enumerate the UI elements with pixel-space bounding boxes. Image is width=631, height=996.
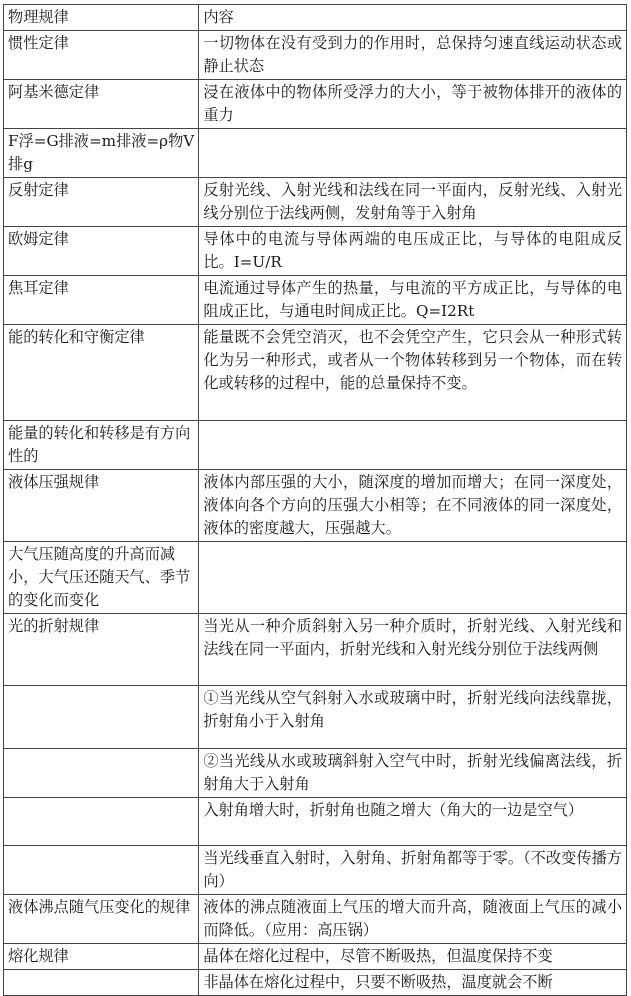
law-cell xyxy=(4,798,199,846)
law-cell xyxy=(4,970,199,996)
table-row xyxy=(4,970,627,996)
physics-laws-sheet xyxy=(3,4,627,996)
table-row xyxy=(4,325,627,421)
content-cell: 浸在液体中的物体所受浮力的大小，等于被物体排开的液体的重力 xyxy=(199,80,627,129)
content-cell: ②当光线从水或玻璃斜射入空气中时，折射光线偏离法线，折射角大于入射角 xyxy=(199,749,627,798)
content-cell: 非晶体在熔化过程中，只要不断吸热，温度就会不断 xyxy=(199,970,627,996)
table-row xyxy=(4,178,627,227)
table-row xyxy=(4,686,627,749)
table-row xyxy=(4,944,627,970)
content-cell: 当光线垂直入射时，入射角、折射角都等于零。（不改变传播方向） xyxy=(199,846,627,895)
content-cell: 液体的沸点随液面上气压的增大而升高，随液面上气压的减小而降低。（应用：高压锅） xyxy=(199,895,627,944)
content-cell: 晶体在熔化过程中，尽管不断吸热，但温度保持不变 xyxy=(199,944,627,970)
law-cell: 反射定律 xyxy=(4,178,199,227)
table-row xyxy=(4,542,627,614)
law-cell: 光的折射规律 xyxy=(4,614,199,686)
law-cell: 大气压随高度的升高而减小，大气压还随天气、季节的变化而变化 xyxy=(4,542,199,614)
law-cell: 欧姆定律 xyxy=(4,227,199,276)
header-law: 物理规律 xyxy=(4,5,199,31)
content-cell xyxy=(199,421,627,470)
law-cell: 熔化规律 xyxy=(4,944,199,970)
law-cell: 能的转化和守衡定律 xyxy=(4,325,199,421)
law-cell: F浮=G排液=m排液=ρ物V排g xyxy=(4,129,199,178)
content-cell: 导体中的电流与导体两端的电压成正比，与导体的电阻成反比。I=U/R xyxy=(199,227,627,276)
table-row xyxy=(4,227,627,276)
content-cell: 液体内部压强的大小，随深度的增加而增大；在同一深度处，液体向各个方向的压强大小相等；在不同液体的同一深度处，液体的密度越大，压强越大。 xyxy=(199,470,627,542)
table-row xyxy=(4,749,627,798)
table-row xyxy=(4,470,627,542)
law-cell: 惯性定律 xyxy=(4,31,199,80)
table-row xyxy=(4,129,627,178)
table-row xyxy=(4,31,627,80)
content-cell: 当光从一种介质斜射入另一种介质时，折射光线、入射光线和法线在同一平面内，折射光线和入射光线分别位于法线两侧 xyxy=(199,614,627,686)
content-cell xyxy=(199,542,627,614)
content-cell xyxy=(199,129,627,178)
table-row xyxy=(4,276,627,325)
content-cell: 一切物体在没有受到力的作用时，总保持匀速直线运动状态或静止状态 xyxy=(199,31,627,80)
content-cell: 入射角增大时，折射角也随之增大（角大的一边是空气） xyxy=(199,798,627,846)
law-cell: 焦耳定律 xyxy=(4,276,199,325)
law-cell xyxy=(4,686,199,749)
table-row xyxy=(4,846,627,895)
law-cell xyxy=(4,749,199,798)
content-cell: ①当光线从空气斜射入水或玻璃中时，折射光线向法线靠拢，折射角小于入射角 xyxy=(199,686,627,749)
physics-laws-table xyxy=(3,4,627,996)
law-cell: 能量的转化和转移是有方向性的 xyxy=(4,421,199,470)
law-cell: 液体压强规律 xyxy=(4,470,199,542)
law-cell: 液体沸点随气压变化的规律 xyxy=(4,895,199,944)
law-cell xyxy=(4,846,199,895)
law-cell: 阿基米德定律 xyxy=(4,80,199,129)
table-row xyxy=(4,895,627,944)
content-cell: 反射光线、入射光线和法线在同一平面内，反射光线、入射光线分别位于法线两侧，发射角等于入射角 xyxy=(199,178,627,227)
table-header-row xyxy=(4,5,627,31)
header-content: 内容 xyxy=(199,5,627,31)
table-row xyxy=(4,80,627,129)
content-cell: 能量既不会凭空消灭，也不会凭空产生，它只会从一种形式转化为另一种形式，或者从一个物体转移到另一个物体，而在转化或转移的过程中，能的总量保持不变。 xyxy=(199,325,627,421)
table-row xyxy=(4,421,627,470)
table-row xyxy=(4,798,627,846)
content-cell: 电流通过导体产生的热量，与电流的平方成正比，与导体的电阻成正比，与通电时间成正比。Q=I2Rt xyxy=(199,276,627,325)
table-row xyxy=(4,614,627,686)
